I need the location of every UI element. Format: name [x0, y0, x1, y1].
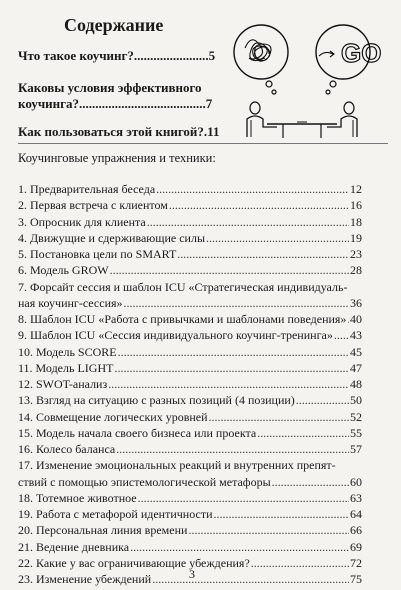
toc-leader-dots [152, 571, 349, 587]
toc-leader-dots [108, 376, 349, 392]
right-person [327, 102, 357, 137]
go-text: GO [341, 38, 381, 68]
toc-entry-page: 36 [350, 295, 362, 310]
toc-entry [18, 311, 362, 327]
table [267, 122, 337, 138]
toc-entry-title: 16. Колесо баланса [18, 442, 116, 456]
toc-entry-title: 12. SWOT-анализ [18, 377, 108, 391]
toc-entry [18, 474, 362, 490]
toc-entry-title: 6. Модель GROW [18, 263, 109, 278]
toc-entry-page: 48 [350, 377, 362, 391]
toc-entry-title: 13. Взгляд на ситуацию с разных позиций (4 позиции) [18, 393, 295, 408]
toc-entry-page: 64 [350, 507, 362, 521]
front-section-2-line2: коучинга?.......................................7 [18, 96, 213, 111]
toc-leader-dots [214, 506, 349, 522]
page-number: 3 [189, 567, 195, 581]
toc-leader-dots [177, 246, 349, 262]
toc-entry-title: 7. Форсайт сессия и шаблон ICU «Стратегическая индивидуаль- [18, 279, 348, 294]
toc-entry-page: 60 [350, 474, 362, 489]
toc-entry [18, 327, 362, 343]
toc-entry [18, 181, 362, 197]
toc-entry [18, 457, 362, 473]
toc-leader-dots [347, 311, 349, 327]
front-section-2-line1: Каковы условия эффективного [18, 80, 202, 95]
toc-leader-dots [188, 522, 349, 538]
toc-leader-dots [334, 327, 349, 343]
toc-entry [18, 246, 362, 262]
toc-entry-page: 66 [350, 523, 362, 538]
toc-entry-page: 75 [350, 572, 362, 586]
front-section-3-line1: Как пользоваться этой книгой?.11 [18, 124, 220, 139]
toc-entry-title: ствий с помощью эпистемологической метафоры [18, 474, 271, 489]
front-section-3 [18, 124, 228, 140]
toc-entry [18, 441, 362, 457]
toc-leader-dots [257, 425, 349, 441]
toc-entry-title: 18. Тотемное животное [18, 490, 137, 505]
toc-entry-title: 9. Шаблон ICU «Сессия индивидуального коучинг-тренинга» [18, 328, 333, 343]
toc-entry [18, 409, 362, 425]
toc-entry-page: 72 [350, 555, 362, 570]
toc-leader-dots [116, 441, 349, 457]
section-divider [18, 143, 388, 144]
toc-entry [18, 230, 362, 246]
toc-entry [18, 279, 362, 295]
toc-entry [18, 425, 362, 441]
toc-leader-dots [272, 474, 349, 490]
toc-entry [18, 506, 362, 522]
toc-entry-title: 10. Модель SCORE [18, 344, 117, 359]
toc-entry-page: 50 [350, 393, 362, 408]
toc-entry-title: ная коучинг-сессия» [18, 295, 123, 310]
front-section-2 [18, 80, 228, 112]
toc-entry-title: 21. Ведение дневника [18, 539, 130, 554]
toc-entry-title: 5. Постановка цели по SMART [18, 247, 177, 261]
toc-leader-dots [118, 344, 349, 360]
toc-entry-page: 55 [350, 425, 362, 440]
toc-leader-dots [114, 360, 349, 376]
exercises-heading: Коучинговые упражнения и техники: [18, 151, 216, 165]
toc-entry-title: 3. Опросник для клиента [18, 214, 146, 229]
toc-entry-title: 19. Работа с метафорой идентичности [18, 507, 213, 521]
toc-entry-page: 63 [350, 490, 362, 505]
toc-entry-title: 1. Предварительная беседа [18, 182, 156, 196]
toc-leader-dots [138, 490, 349, 506]
toc-leader-dots [209, 409, 349, 425]
toc-entry-page: 18 [350, 214, 362, 229]
toc-entry-page: 16 [350, 198, 362, 213]
toc-entry [18, 197, 362, 213]
toc-entry-page: 47 [350, 360, 362, 375]
page-title: Содержание [64, 15, 164, 35]
toc-entry-page: 19 [350, 230, 362, 245]
toc-entry-title: 8. Шаблон ICU «Работа с привычками и шаблонами поведения» [18, 312, 347, 326]
toc-entry [18, 262, 362, 278]
toc-entry [18, 214, 362, 230]
toc-entry-page: 52 [350, 409, 362, 424]
front-section-1 [18, 48, 228, 64]
toc-list [18, 181, 362, 587]
left-person [247, 102, 277, 137]
toc-entry-page: 57 [350, 442, 362, 456]
toc-entry [18, 490, 362, 506]
toc-leader-dots [130, 539, 349, 555]
toc-entry-title: 11. Модель LIGHT [18, 360, 114, 375]
toc-entry [18, 392, 362, 408]
toc-leader-dots [147, 214, 349, 230]
toc-entry-page: 23 [350, 247, 362, 261]
toc-entry [18, 360, 362, 376]
toc-entry-page: 40 [350, 312, 362, 326]
toc-entry-title: 20. Персональная линия времени [18, 523, 188, 538]
toc-entry-page: 69 [350, 539, 362, 554]
front-section-1-line1: Что такое коучинг?.......................5 [18, 48, 216, 63]
toc-leader-dots [251, 555, 349, 571]
toc-entry-title: 22. Какие у вас ограничивающие убеждения? [18, 555, 250, 570]
toc-entry-title: 23. Изменение убеждений [18, 572, 152, 586]
coaching-illustration [221, 18, 381, 140]
toc-entry [18, 295, 362, 311]
toc-leader-dots [156, 181, 349, 197]
toc-leader-dots [124, 295, 349, 311]
toc-entry [18, 539, 362, 555]
toc-leader-dots [169, 197, 349, 213]
tangled-thought-bubble [234, 25, 288, 94]
go-thought-bubble [316, 25, 381, 94]
toc-entry-title: 4. Движущие и сдерживающие силы [18, 230, 206, 245]
toc-entry-title: 2. Первая встреча с клиентом [18, 198, 168, 213]
toc-entry-page: 43 [350, 328, 362, 343]
toc-entry-title: 14. Совмещение логических уровней [18, 409, 208, 424]
toc-entry [18, 376, 362, 392]
toc-leader-dots [206, 230, 349, 246]
toc-entry-title: 15. Модель начала своего бизнеса или проекта [18, 425, 257, 440]
toc-leader-dots [296, 392, 349, 408]
toc-entry-page: 12 [350, 182, 362, 196]
toc-leader-dots [110, 262, 349, 278]
toc-entry-title: 17. Изменение эмоциональных реакций и внутренних препят- [18, 458, 336, 473]
toc-entry [18, 522, 362, 538]
toc-entry-page: 28 [350, 263, 362, 278]
toc-entry [18, 344, 362, 360]
toc-entry-page: 45 [350, 344, 362, 359]
